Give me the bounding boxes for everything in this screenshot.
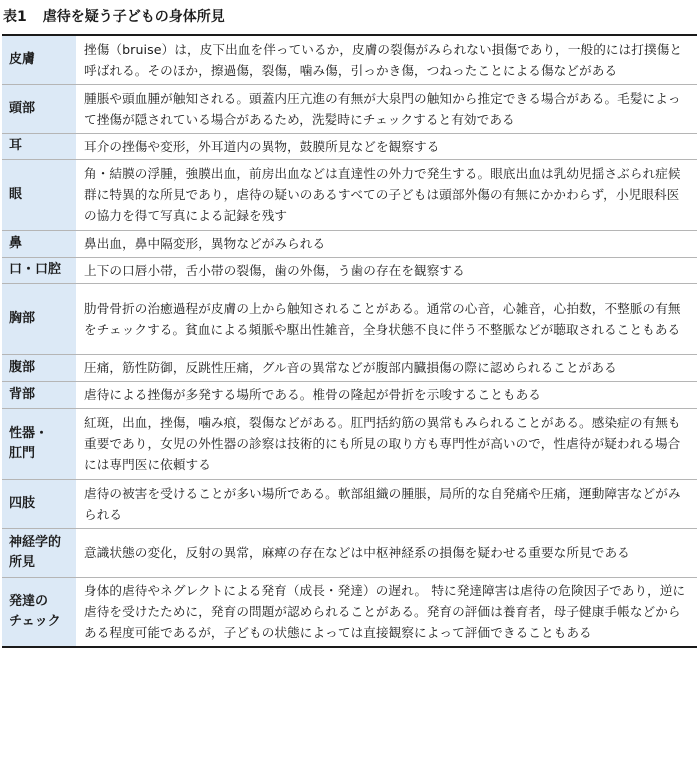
table-row	[2, 408, 697, 479]
finding-description-cell: 肋骨骨折の治癒過程が皮膚の上から触知されることがある。通常の心音，心雑音，心拍数，不整脈の有無をチェックする。貧血による頻脈や駆出性雑音，全身状態不良に伴う不整脈などが聴取されることもある	[76, 283, 697, 354]
body-part-cell	[2, 159, 76, 230]
body-part-cell	[2, 257, 76, 283]
body-part-cell	[2, 35, 76, 84]
finding-description-cell: 挫傷（bruise）は，皮下出血を伴っているか，皮膚の裂傷がみられない損傷であり，一般的には打撲傷と呼ばれる。そのほか，擦過傷，裂傷，噛み傷，引っかき傷，つねったことによる傷などがある	[84, 41, 683, 78]
body-part-label: 頭部	[9, 100, 36, 116]
table-row	[2, 84, 697, 133]
finding-description-cell: 身体的虐待やネグレクトによる発育（成長・発達）の遅れ。 特に発達障害は虐待の危険因子であり，逆に虐待を受けたために，発育の問題が認められることがある。発育の評価は養育者，母子健康手帳などからある程度可能であるが，子どもの状態によっては直接観察によって評価できることもある	[76, 577, 697, 647]
body-part-cell	[2, 528, 76, 577]
body-part-cell	[2, 381, 76, 408]
finding-description-cell: 圧痛，筋性防御，反跳性圧痛，グル音の異常などが腹部内臓損傷の際に認められることがある	[76, 354, 697, 381]
findings-table-body	[2, 35, 697, 647]
body-part-cell	[2, 354, 76, 381]
finding-description-cell: 鼻出血，鼻中隔変形，異物などがみられる	[76, 230, 697, 257]
table-title	[3, 4, 225, 30]
table-row	[2, 381, 697, 408]
body-part-cell	[2, 283, 76, 354]
table-row	[2, 354, 697, 381]
table-row	[2, 479, 697, 528]
body-part-cell	[2, 84, 76, 133]
finding-description-cell: 角・結膜の浮腫，強膜出血，前房出血などは直達性の外力で発生する。眼底出血は乳幼児揺さぶられ症候群に特異的な所見であり，虐待の疑いのあるすべての子どもは頭部外傷の有無にかかわらず，小児眼科医の協力を得て写真による記録を残す	[76, 159, 697, 230]
body-part-label: 発達の	[9, 593, 49, 609]
body-part-label: 神経学的	[9, 534, 62, 550]
finding-description-cell: 上下の口唇小帯，舌小帯の裂傷，歯の外傷，う歯の存在を観察する	[76, 257, 697, 283]
body-part-label: 口・口腔	[9, 262, 62, 277]
body-part-label: 耳	[9, 138, 23, 153]
body-part-label: チェック	[9, 613, 61, 629]
body-part-label: 腹部	[9, 359, 36, 375]
body-part-cell	[2, 479, 76, 528]
table-row	[2, 159, 697, 230]
body-part-label: 性器・	[9, 425, 49, 441]
table-row	[2, 35, 697, 84]
body-part-label: 背部	[9, 386, 36, 402]
finding-description-cell: 腫脹や頭血腫が触知される。頭蓋内圧亢進の有無が大泉門の触知から推定できる場合がある。毛髪によって挫傷が隠されている場合があるため，洗髪時にチェックすると有効である	[76, 84, 697, 133]
body-part-label: 所見	[9, 554, 36, 570]
table-row	[2, 230, 697, 257]
table-row	[2, 577, 697, 647]
physical-findings-table	[2, 34, 697, 648]
table-number: 表1	[3, 9, 27, 25]
body-part-cell	[2, 408, 76, 479]
finding-description-cell: 意識状態の変化，反射の異常，麻痺の存在などは中枢神経系の損傷を疑わせる重要な所見である	[76, 528, 697, 577]
body-part-cell	[2, 133, 76, 159]
body-part-label: 鼻	[9, 235, 23, 251]
table-row	[2, 528, 697, 577]
finding-description-cell: 紅斑，出血，挫傷，噛み痕，裂傷などがある。肛門括約筋の異常もみられることがある。感染症の有無も重要であり，女児の外性器の診察は技術的にも所見の取り方も専門性が高いので，性虐待が疑われる場合には専門医に依頼する	[76, 408, 697, 479]
body-part-label: 皮膚	[9, 51, 36, 67]
table-caption: 虐待を疑う子どもの身体所見	[42, 9, 225, 25]
body-part-label: 胸部	[9, 310, 36, 326]
body-part-label: 眼	[9, 186, 23, 202]
body-part-cell	[2, 577, 76, 647]
table-row	[2, 257, 697, 283]
body-part-label: 肛門	[9, 445, 36, 461]
body-part-cell	[2, 230, 76, 257]
finding-description-cell: 虐待による挫傷が多発する場所である。椎骨の隆起が骨折を示唆することもある	[76, 381, 697, 408]
finding-description-cell: 耳介の挫傷や変形，外耳道内の異物，鼓膜所見などを観察する	[76, 133, 697, 159]
finding-description-cell: 虐待の被害を受けることが多い場所である。軟部組織の腫脹，局所的な自発痛や圧痛，運動障害などがみられる	[76, 479, 697, 528]
table-row	[2, 133, 697, 159]
table-row	[2, 283, 697, 354]
body-part-label: 四肢	[9, 495, 36, 511]
